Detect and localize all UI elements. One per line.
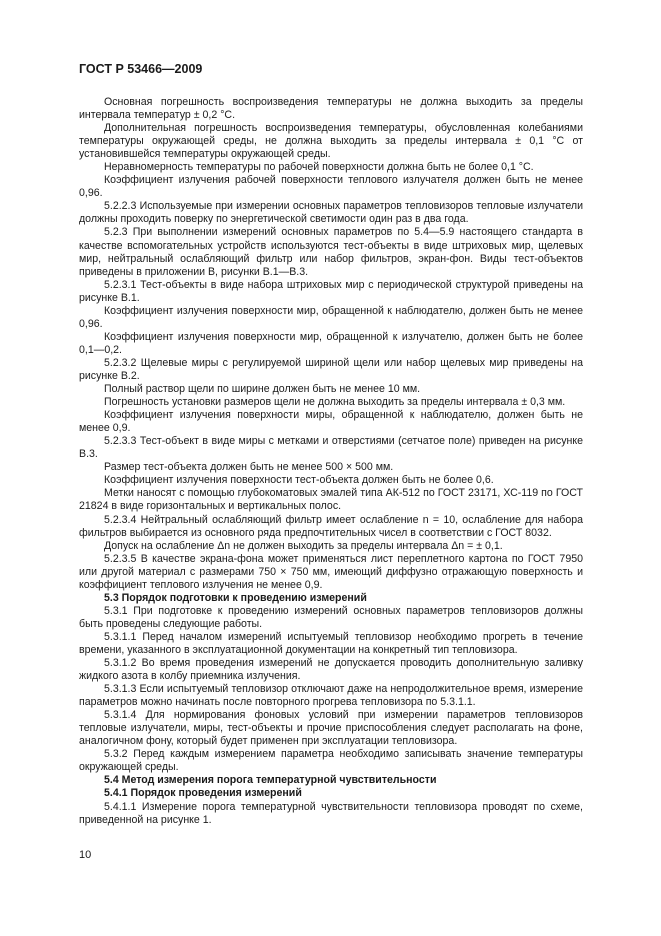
paragraph: Дополнительная погрешность воспроизведения температуры, обусловленная колебаниями температуры окружающей среды, не должна выходить за пределы интервала ± 0,1 °С от установившейся температуры окружающей среды. <box>79 122 583 161</box>
paragraph: 5.4.1.1 Измерение порога температурной чувствительности тепловизора проводят по схеме, приведенной на рисунке 1. <box>79 800 583 826</box>
paragraph: Коэффициент излучения рабочей поверхности теплового излучателя должен быть не менее 0,96. <box>79 174 583 200</box>
paragraph: 5.2.2.3 Используемые при измерении основных параметров тепловизоров тепловые излучатели должны проходить поверку по энергетической светимости один раз в два года. <box>79 200 583 226</box>
paragraph: Размер тест-объекта должен быть не менее 500 × 500 мм. <box>104 461 394 474</box>
paragraph: 5.3.1 При подготовке к проведению измерений основных параметров тепловизоров должны быть проведены следующие работы. <box>79 604 583 630</box>
paragraph: 5.2.3.3 Тест-объект в виде миры с метками и отверстиями (сетчатое поле) приведен на рисунке В.3. <box>79 435 583 461</box>
section-heading: 5.4.1 Порядок проведения измерений <box>104 787 302 800</box>
paragraph: 5.3.1.4 Для нормирования фоновых условий при измерении параметров тепловизоров тепловые излучатели, миры, тест-объекты и прочие приспособления следует располагать на фоне, аналогичном фону, который будет применен при эксплуатации тепловизора. <box>79 709 583 748</box>
paragraph: Погрешность установки размеров щели не должна выходить за пределы интервала ± 0,3 мм. <box>104 396 566 409</box>
section-heading: 5.4 Метод измерения порога температурной чувствительности <box>104 774 437 787</box>
paragraph: 5.2.3.2 Щелевые миры с регулируемой шириной щели или набор щелевых мир приведены на рисунке В.2. <box>79 356 583 382</box>
paragraph: Полный раствор щели по ширине должен быть не менее 10 мм. <box>104 383 421 396</box>
paragraph: Коэффициент излучения поверхности миры, обращенной к наблюдателю, должен быть не менее 0,9. <box>79 409 583 435</box>
paragraph: Коэффициент излучения поверхности тест-объекта должен быть не более 0,6. <box>104 474 494 487</box>
paragraph: Основная погрешность воспроизведения температуры не должна выходить за пределы интервала температур ± 0,2 °С. <box>79 96 583 122</box>
paragraph: 5.2.3.1 Тест-объекты в виде набора штриховых мир с периодической структурой приведены на рисунке В.1. <box>79 278 583 304</box>
paragraph: Неравномерность температуры по рабочей поверхности должна быть не более 0,1 °С. <box>104 161 534 174</box>
document-body <box>79 96 583 827</box>
paragraph: 5.2.3.4 Нейтральный ослабляющий фильтр имеет ослабление n = 10, ослабление для набора фильтров выбирается из основного ряда предпочтительных чисел в соответствии с ГОСТ 8032. <box>79 513 583 539</box>
paragraph: 5.2.3.5 В качестве экрана-фона может применяться лист переплетного картона по ГОСТ 7950 или другой материал с размерами 750 × 750 мм, имеющий диффузно отражающую поверхность и коэффициент теплового излучения не менее 0,9. <box>79 552 583 591</box>
paragraph: 5.3.1.3 Если испытуемый тепловизор отключают даже на непродолжительное время, измерение параметров можно начинать после повторного прогрева тепловизора по 5.3.1.1. <box>79 683 583 709</box>
paragraph: 5.3.1.2 Во время проведения измерений не допускается проводить дополнительную заливку жидкого азота в колбу приемника излучения. <box>79 657 583 683</box>
paragraph: 5.3.2 Перед каждым измерением параметра необходимо записывать значение температуры окружающей среды. <box>79 748 583 774</box>
document-header: ГОСТ Р 53466—2009 <box>79 62 203 76</box>
paragraph: Коэффициент излучения поверхности мир, обращенной к наблюдателю, должен быть не менее 0,96. <box>79 304 583 330</box>
paragraph: 5.3.1.1 Перед началом измерений испытуемый тепловизор необходимо прогреть в течение времени, указанного в эксплуатационной документации на конкретный тип тепловизора. <box>79 630 583 656</box>
paragraph: Допуск на ослабление Δn не должен выходить за пределы интервала Δn = ± 0,1. <box>104 539 503 552</box>
page-number: 10 <box>79 849 92 861</box>
paragraph: Коэффициент излучения поверхности мир, обращенной к излучателю, должен быть не более 0,1—0,2. <box>79 330 583 356</box>
paragraph: Метки наносят с помощью глубокоматовых эмалей типа АК-512 по ГОСТ 23171, ХС-119 по ГОСТ 21824 в виде горизонтальных и вертикальных полос. <box>79 487 583 513</box>
section-heading: 5.3 Порядок подготовки к проведению измерений <box>104 591 367 604</box>
paragraph: 5.2.3 При выполнении измерений основных параметров по 5.4—5.9 настоящего стандарта в качестве вспомогательных устройств используются тест-объекты в виде штриховых мир, щелевых мир, нейтральный ослабляющий фильтр или набор фильтров, экран-фон. Виды тест-объектов приведены в приложении В, рисунки В.1—В.3. <box>79 226 583 278</box>
